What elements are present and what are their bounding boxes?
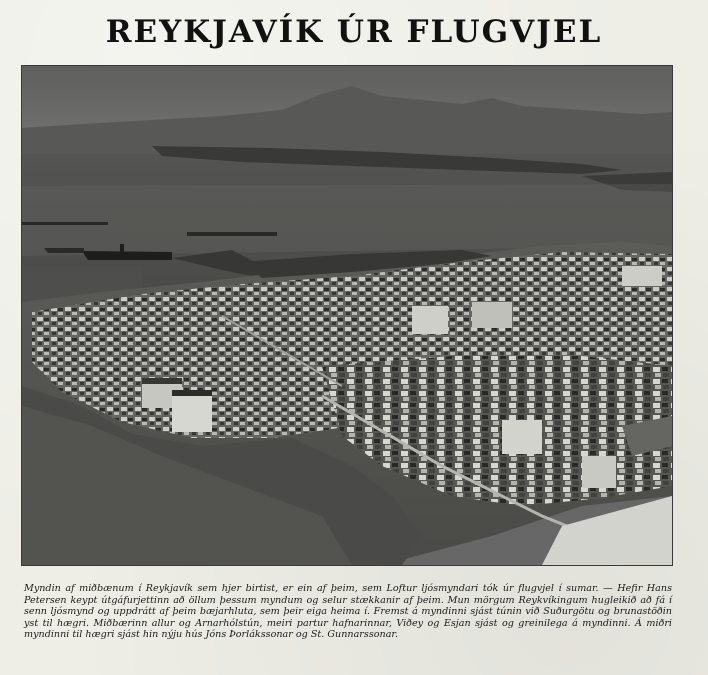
photo-caption: [24, 583, 672, 641]
caption-text: Myndin af miðbænum í Reykjavík sem hjer birtist, er ein af þeim, sem Loftur ljósmyndari tók úr flugvjel í sumar. — Hefir Hans Petersen keypt útgáfurjettinn að öllum þessum myndum og selur stækkanir af þeim. Mun mörgum Reykvíkingum hugleikið að fá í senn ljósmynd og uppdrátt af þeim bæjarhluta, sem þeir eiga heima í. Fremst á myndinni sjást túnin við Suðurgötu og brunastöðin yst til hægri. Miðbærinn allur og Arnarhólstún, meiri partur hafnarinnar, Viðey og Esjan sjást og greinilega á myndinni. Á miðri myndinni til hægri sjást hin nýju hús Jóns Þorlákssonar og St. Gunnarssonar.: [24, 583, 672, 640]
aerial-photo-reykjavik: [22, 66, 672, 565]
article-title: REYKJAVÍK ÚR FLUGVJEL: [105, 14, 603, 50]
